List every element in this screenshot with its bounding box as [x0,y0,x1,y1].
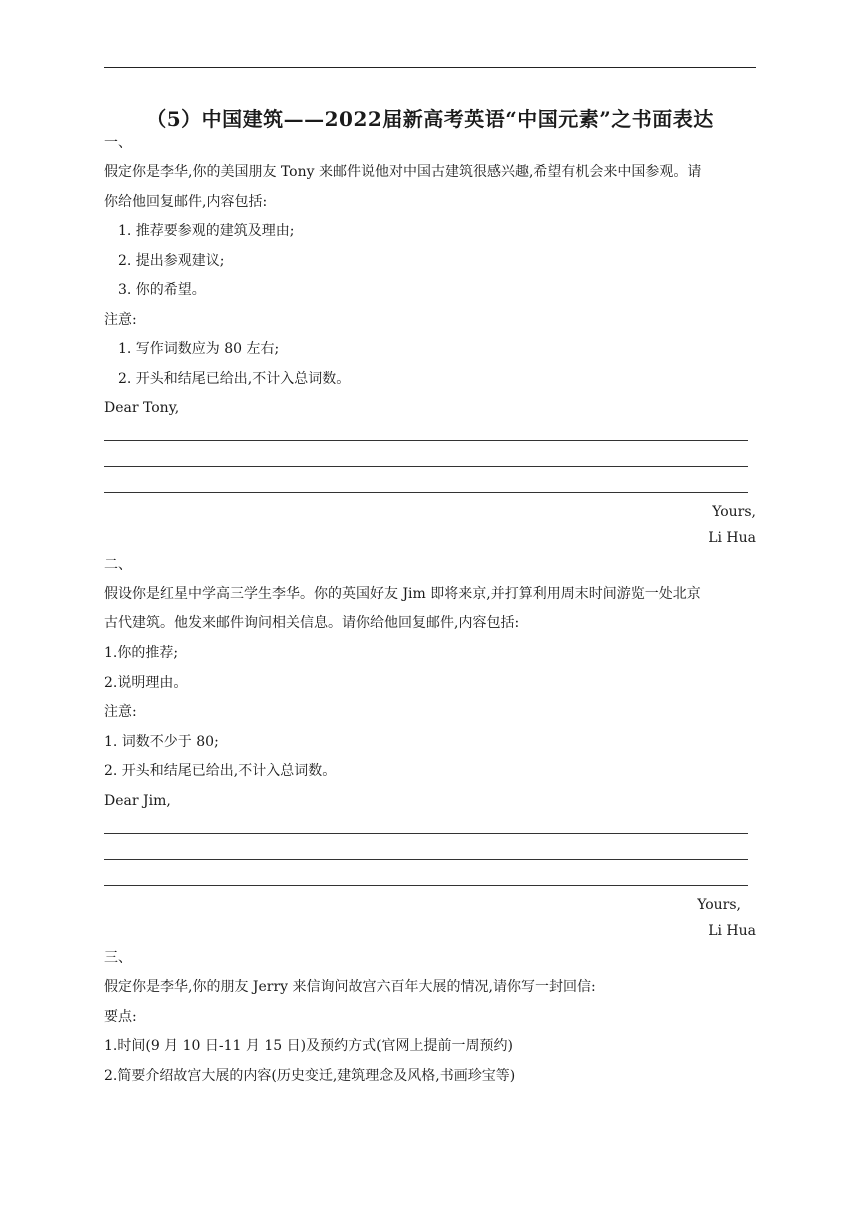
section-1-note-1: 1. 写作词数应为 80 左右; [118,341,280,357]
section-3-prompt-line-1: 假定你是李华,你的朋友 Jerry 来信询问故宫六百年大展的情况,请你写一封回信: [104,979,596,995]
section-2-heading: 二、 [104,557,132,573]
section-3-point-2: 2.简要介绍故宫大展的内容(历史变迁,建筑理念及风格,书画珍宝等) [104,1068,516,1084]
section-2-point-1: 1.你的推荐; [104,645,179,661]
section-2-note-label: 注意: [104,704,137,720]
section-1-note-label: 注意: [104,312,137,328]
header-rule [104,67,756,68]
section-2-closing: Yours, [697,897,741,913]
section-1-heading: 一、 [104,135,132,151]
answer-line [104,885,748,886]
section-2-signature: Li Hua [708,923,756,939]
section-1-point-2: 2. 提出参观建议; [118,253,225,269]
section-1-note-2: 2. 开头和结尾已给出,不计入总词数。 [118,371,351,387]
section-3-heading: 三、 [104,950,132,966]
answer-line [104,859,748,860]
section-2-note-1: 1. 词数不少于 80; [104,734,219,750]
section-2-note-2: 2. 开头和结尾已给出,不计入总词数。 [104,763,337,779]
section-2-prompt-line-1: 假设你是红星中学高三学生李华。你的英国好友 Jim 即将来京,并打算利用周末时间游览一处北京 [104,586,701,602]
section-1-greeting: Dear Tony, [104,400,180,416]
section-1-point-1: 1. 推荐要参观的建筑及理由; [118,223,295,239]
section-2-point-2: 2.说明理由。 [104,675,188,691]
section-1-point-3: 3. 你的希望。 [118,282,206,298]
section-2-prompt-line-2: 古代建筑。他发来邮件询问相关信息。请你给他回复邮件,内容包括: [104,615,520,631]
page-title: （5）中国建筑——2022届新高考英语“中国元素”之书面表达 [146,107,714,131]
section-1-signature: Li Hua [708,530,756,546]
section-2-greeting: Dear Jim, [104,793,171,809]
section-1-prompt-line-2: 你给他回复邮件,内容包括: [104,194,268,210]
answer-line [104,833,748,834]
section-1-closing: Yours, [712,504,756,520]
answer-line [104,466,748,467]
answer-line [104,492,748,493]
section-3-points-label: 要点: [104,1009,137,1025]
section-1-prompt-line-1: 假定你是李华,你的美国朋友 Tony 来邮件说他对中国古建筑很感兴趣,希望有机会来中国参观。请 [104,164,702,180]
section-3-point-1: 1.时间(9 月 10 日-11 月 15 日)及预约方式(官网上提前一周预约) [104,1038,513,1054]
answer-line [104,440,748,441]
